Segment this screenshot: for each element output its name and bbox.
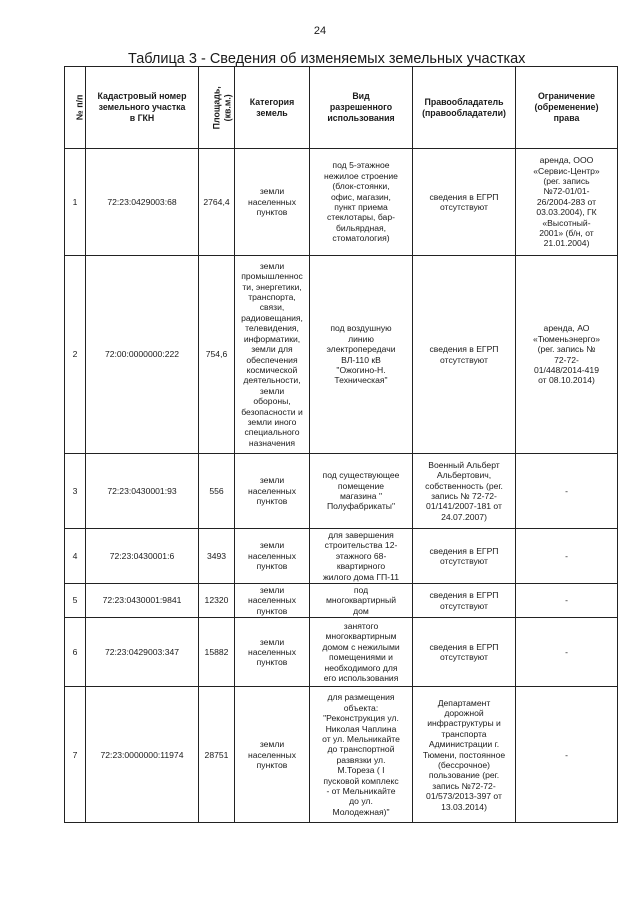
table-row xyxy=(65,256,618,454)
table-row xyxy=(65,529,618,584)
header-row xyxy=(65,67,618,149)
cell-category: земли населенных пунктов xyxy=(235,529,310,584)
header-area: Площадь, (кв.м.) xyxy=(199,67,235,149)
table-title: Таблица 3 - Сведения об изменяемых земельных участках xyxy=(128,51,526,67)
cell-usage: под воздушную линию электропередачи ВЛ-110 кВ "Ожогино-Н. Техническая" xyxy=(310,256,413,454)
cell-category: земли населенных пунктов xyxy=(235,687,310,823)
cell-encumbrance: - xyxy=(516,454,618,529)
cell-category: земли населенных пунктов xyxy=(235,454,310,529)
cell-category: земли промышленнос ти, энергетики, транспорта, связи, радиовещания, телевидения, информатики, земли для обеспечения космической деятельности, земли обороны, безопасности и земли иного специального назначения xyxy=(235,256,310,454)
cell-usage: под 5-этажное нежилое строение (блок-стоянки, офис, магазин, пункт приема стеклотары, бар- бильярдная, стоматология) xyxy=(310,149,413,256)
header-usage: Вид разрешенного использования xyxy=(310,67,413,149)
cell-num: 6 xyxy=(65,618,86,687)
cell-owner: Департамент дорожной инфраструктуры и транспорта Администрации г. Тюмени, постоянное (бессрочное) пользование (рег. запись №72-72- 01/573/2013-397 от 13.03.2014) xyxy=(413,687,516,823)
cell-owner: сведения в ЕГРП отсутствуют xyxy=(413,256,516,454)
cell-cadastral: 72:23:0429003:68 xyxy=(86,149,199,256)
cell-category: земли населенных пунктов xyxy=(235,584,310,618)
cell-num: 7 xyxy=(65,687,86,823)
cell-cadastral: 72:00:0000000:222 xyxy=(86,256,199,454)
cell-encumbrance: - xyxy=(516,618,618,687)
cell-category: земли населенных пунктов xyxy=(235,149,310,256)
cell-owner: сведения в ЕГРП отсутствуют xyxy=(413,149,516,256)
cell-owner: сведения в ЕГРП отсутствуют xyxy=(413,529,516,584)
cell-owner: сведения в ЕГРП отсутствуют xyxy=(413,584,516,618)
cell-cadastral: 72:23:0000000:11974 xyxy=(86,687,199,823)
cell-area: 15882 xyxy=(199,618,235,687)
cell-area: 556 xyxy=(199,454,235,529)
header-cadastral: Кадастровый номер земельного участка в ГКН xyxy=(86,67,199,149)
cell-area: 754,6 xyxy=(199,256,235,454)
header-category: Категория земель xyxy=(235,67,310,149)
cell-usage: для размещения объекта: "Реконструкция ул. Николая Чаплина от ул. Мельникайте до транспортной развязки ул. М.Тореза ( I пусковой комплекс - от Мельникайте до ул. Молодежная)" xyxy=(310,687,413,823)
cell-cadastral: 72:23:0430001:6 xyxy=(86,529,199,584)
table-row xyxy=(65,454,618,529)
cell-usage: под существующее помещение магазина " Полуфабрикаты" xyxy=(310,454,413,529)
cell-usage: занятого многоквартирным домом с нежилыми помещениями и необходимого для его использования xyxy=(310,618,413,687)
header-owner: Правообладатель (правообладатели) xyxy=(413,67,516,149)
cell-num: 2 xyxy=(65,256,86,454)
cell-area: 12320 xyxy=(199,584,235,618)
cell-usage: для завершения строительства 12- этажного 68- квартирного жилого дома ГП-11 xyxy=(310,529,413,584)
cell-encumbrance: аренда, ООО «Сервис-Центр» (рег. запись №72-01/01- 26/2004-283 от 03.03.2004), ГК «Высотный- 2001» (б/н, от 21.01.2004) xyxy=(516,149,618,256)
page-number: 24 xyxy=(313,25,327,37)
table-row xyxy=(65,687,618,823)
cell-owner: Военный Альберт Альбертович, собственность (рег. запись № 72-72- 01/141/2007-181 от 24.07.2007) xyxy=(413,454,516,529)
cell-num: 5 xyxy=(65,584,86,618)
cell-cadastral: 72:23:0430001:93 xyxy=(86,454,199,529)
cell-encumbrance: - xyxy=(516,529,618,584)
cell-num: 4 xyxy=(65,529,86,584)
cell-area: 28751 xyxy=(199,687,235,823)
cell-encumbrance: - xyxy=(516,687,618,823)
cell-num: 3 xyxy=(65,454,86,529)
cell-num: 1 xyxy=(65,149,86,256)
land-plots-table xyxy=(64,66,618,823)
cell-area: 3493 xyxy=(199,529,235,584)
cell-usage: под многоквартирный дом xyxy=(310,584,413,618)
cell-category: земли населенных пунктов xyxy=(235,618,310,687)
table-row xyxy=(65,618,618,687)
cell-cadastral: 72:23:0429003:347 xyxy=(86,618,199,687)
cell-encumbrance: аренда, АО «Тюменьэнерго» (рег. запись № 72-72- 01/448/2014-419 от 08.10.2014) xyxy=(516,256,618,454)
header-num: № п/п xyxy=(65,67,86,149)
table-row xyxy=(65,149,618,256)
cell-encumbrance: - xyxy=(516,584,618,618)
cell-cadastral: 72:23:0430001:9841 xyxy=(86,584,199,618)
header-encumbrance: Ограничение (обременение) права xyxy=(516,67,618,149)
cell-owner: сведения в ЕГРП отсутствуют xyxy=(413,618,516,687)
cell-area: 2764,4 xyxy=(199,149,235,256)
table-row xyxy=(65,584,618,618)
